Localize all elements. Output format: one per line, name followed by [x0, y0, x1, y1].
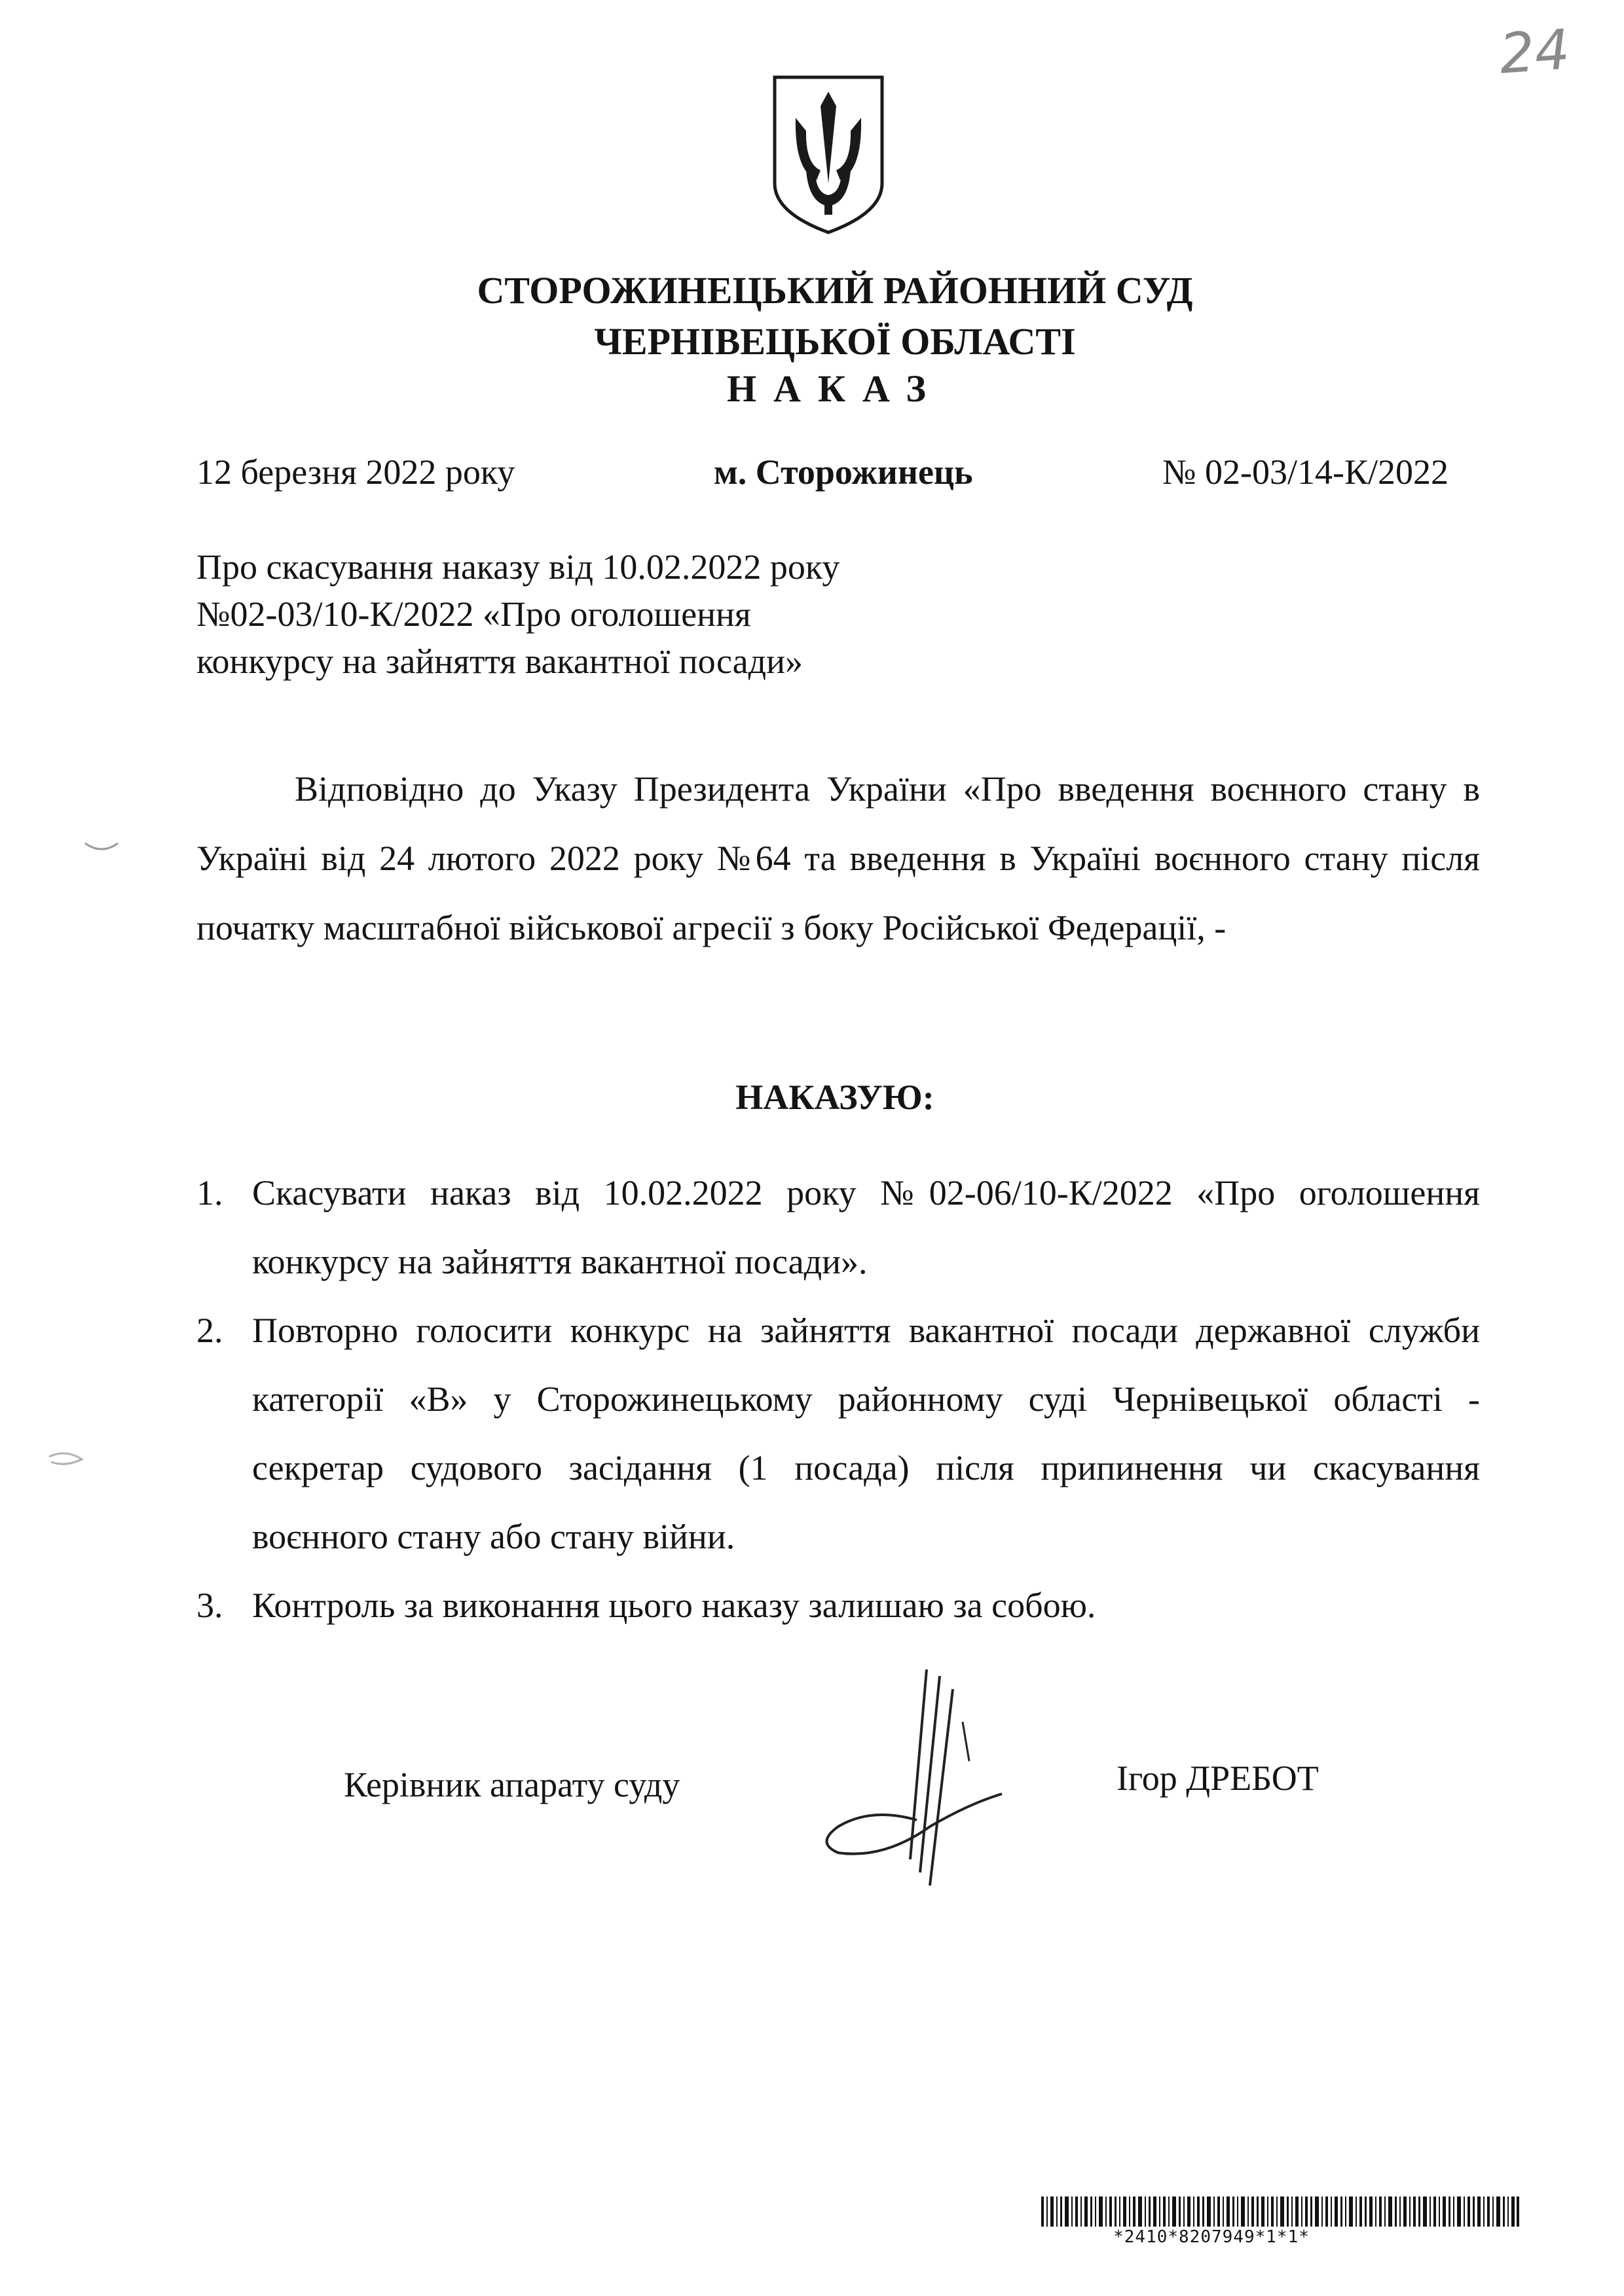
signatory-name: Ігор ДРЕБОТ [1116, 1758, 1319, 1798]
document-type: НАКАЗ [726, 367, 944, 410]
court-name-line-1: СТОРОЖИНЕЦЬКИЙ РАЙОННИЙ СУД [477, 269, 1193, 312]
coat-of-arms-icon [769, 72, 887, 236]
signatory-title: Керівник апарату суду [344, 1765, 680, 1804]
item-number: 1. [196, 1173, 223, 1212]
item-text: Скасувати наказ від 10.02.2022 року №02-06/10-К/2022 «Про оголошення конкурсу на зайняття вакантної посади». [252, 1173, 1480, 1281]
handwritten-signature [812, 1663, 1028, 1912]
page-number: 24 [1497, 17, 1572, 86]
order-title: НАКАЗУЮ: [735, 1078, 934, 1117]
scan-artifact [82, 838, 121, 856]
order-item [196, 1159, 1480, 1296]
item-number: 2. [196, 1311, 223, 1350]
item-text: Контроль за виконання цього наказу залишаю за собою. [252, 1586, 1096, 1625]
preamble-text: Відповідно до Указу Президента України «Про введення воєнного стану в Україні від 24 лютого 2022 року №64 та введення в Україні воєнного стану після початку масштабної військової агресії з боку Російської Федерації, - [196, 769, 1480, 947]
order-item [196, 1571, 1480, 1640]
item-number: 3. [196, 1586, 223, 1625]
order-number: № 02-03/14-К/2022 [1162, 452, 1449, 492]
preamble-paragraph [196, 754, 1480, 962]
order-items-list [196, 1159, 1480, 1640]
subject-line: №02-03/10-К/2022 «Про оголошення [196, 594, 751, 634]
order-date: 12 березня 2022 року [196, 452, 515, 492]
court-name-line-2: ЧЕРНІВЕЦЬКОЇ ОБЛАСТІ [594, 320, 1076, 363]
scan-artifact [46, 1450, 85, 1468]
subject-line: конкурсу на зайняття вакантної посади» [196, 642, 803, 681]
item-text: Повторно голосити конкурс на зайняття вакантної посади державної служби категорії «В» у Сторожинецькому районному суді Чернівецької області - секретар судового засідання (1 посада) після припинення чи скасування воєнного стану або стану війни. [252, 1311, 1480, 1556]
barcode-number: *2410*8207949*1*1* [1113, 2227, 1310, 2247]
order-item [196, 1296, 1480, 1571]
order-city: м. Сторожинець [714, 452, 973, 492]
subject-line: Про скасування наказу від 10.02.2022 року [196, 547, 840, 587]
barcode [1041, 2196, 1519, 2227]
order-subject [196, 543, 1113, 685]
